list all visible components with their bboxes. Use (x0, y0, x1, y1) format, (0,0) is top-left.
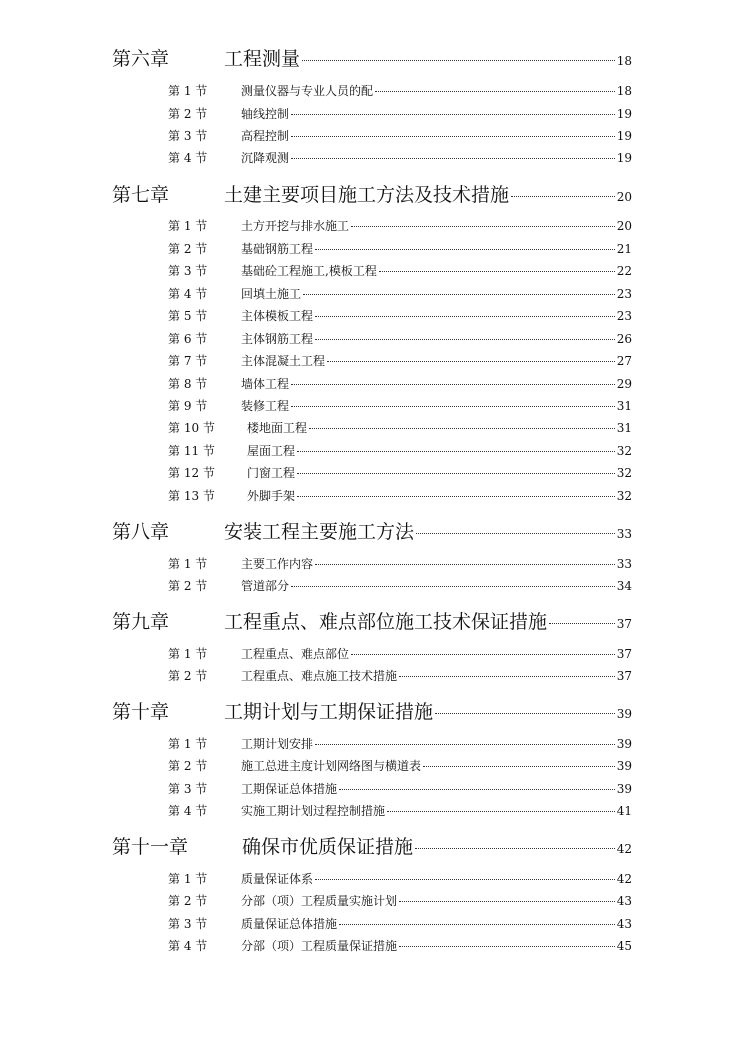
section-title: 土方开挖与排水施工 (241, 219, 350, 233)
dot-leader (315, 249, 615, 250)
section-number: 第 1 节 (168, 737, 208, 751)
section-number: 第 10 节 (168, 421, 215, 435)
dot-leader (351, 654, 615, 655)
section-number: 第 4 节 (168, 151, 208, 165)
page-number: 33 (616, 527, 632, 541)
dot-leader (291, 384, 615, 385)
dot-leader (416, 533, 615, 534)
page-number: 21 (616, 242, 632, 256)
page-number: 43 (616, 894, 632, 908)
page-number: 19 (616, 129, 632, 143)
dot-leader (399, 676, 615, 677)
toc-chapter[interactable] (112, 517, 632, 544)
chapter-title: 工期计划与工期保证措施 (224, 701, 434, 723)
page-number: 39 (616, 737, 632, 751)
toc-section[interactable] (168, 667, 632, 684)
toc-section[interactable] (168, 577, 632, 594)
dot-leader (297, 473, 615, 474)
section-number: 第 9 节 (168, 399, 208, 413)
section-number: 第 8 节 (168, 377, 208, 391)
section-number: 第 6 节 (168, 332, 208, 346)
toc-section[interactable] (168, 352, 632, 369)
section-number: 第 5 节 (168, 309, 208, 323)
section-title: 屋面工程 (247, 444, 296, 458)
toc-section[interactable] (168, 555, 632, 572)
page-number: 32 (616, 444, 632, 458)
page-number: 31 (616, 421, 632, 435)
dot-leader (302, 60, 615, 61)
section-number: 第 12 节 (168, 466, 215, 480)
dot-leader (399, 901, 615, 902)
toc-section[interactable] (168, 82, 632, 99)
toc-section[interactable] (168, 307, 632, 324)
section-title: 工期计划安排 (241, 737, 314, 751)
section-number: 第 1 节 (168, 557, 208, 571)
section-title: 管道部分 (241, 579, 290, 593)
page-number: 39 (616, 782, 632, 796)
page-number: 43 (616, 917, 632, 931)
page-number: 23 (616, 309, 632, 323)
chapter-number: 第九章 (112, 611, 170, 633)
section-title: 测量仪器与专业人员的配 (241, 84, 374, 98)
section-title: 主体钢筋工程 (241, 332, 314, 346)
section-title: 分部（项）工程质量保证措施 (241, 939, 398, 953)
section-number: 第 4 节 (168, 804, 208, 818)
toc-section[interactable] (168, 937, 632, 954)
toc-section[interactable] (168, 240, 632, 257)
page-number: 39 (616, 707, 632, 721)
section-number: 第 4 节 (168, 287, 208, 301)
dot-leader (415, 848, 615, 849)
toc-chapter[interactable] (112, 180, 632, 207)
page-number: 23 (616, 287, 632, 301)
page-number: 27 (616, 354, 632, 368)
chapter-number: 第八章 (112, 521, 170, 543)
section-title: 外脚手架 (247, 489, 296, 503)
toc-section[interactable] (168, 892, 632, 909)
section-title: 主体模板工程 (241, 309, 314, 323)
dot-leader (291, 136, 615, 137)
toc-section[interactable] (168, 487, 632, 504)
section-title: 分部（项）工程质量实施计划 (241, 894, 398, 908)
section-title: 工程重点、难点施工技术措施 (241, 669, 398, 683)
section-title: 基础钢筋工程 (241, 242, 314, 256)
page-number: 31 (616, 399, 632, 413)
toc-section[interactable] (168, 735, 632, 752)
section-number: 第 4 节 (168, 939, 208, 953)
toc-section[interactable] (168, 464, 632, 481)
section-title: 高程控制 (241, 129, 290, 143)
dot-leader (375, 91, 615, 92)
page-number: 33 (616, 557, 632, 571)
section-number: 第 1 节 (168, 872, 208, 886)
dot-leader (297, 451, 615, 452)
section-title: 墙体工程 (241, 377, 290, 391)
dot-leader (315, 744, 615, 745)
section-title: 实施工期计划过程控制措施 (241, 804, 386, 818)
dot-leader (399, 946, 615, 947)
dot-leader (423, 766, 615, 767)
dot-leader (291, 114, 615, 115)
dot-leader (291, 406, 615, 407)
section-number: 第 11 节 (168, 444, 215, 458)
toc-chapter[interactable] (112, 44, 632, 71)
chapter-number: 第十章 (112, 701, 170, 723)
page-number: 37 (616, 617, 632, 631)
toc-chapter[interactable] (112, 697, 632, 724)
dot-leader (291, 158, 615, 159)
toc-section[interactable] (168, 149, 632, 166)
toc-section[interactable] (168, 645, 632, 662)
section-title: 装修工程 (241, 399, 290, 413)
page-number: 20 (616, 219, 632, 233)
dot-leader (339, 789, 615, 790)
page-number: 42 (616, 872, 632, 886)
dot-leader (511, 196, 615, 197)
toc-section[interactable] (168, 802, 632, 819)
page-number: 32 (616, 466, 632, 480)
toc-section[interactable] (168, 757, 632, 774)
toc-section[interactable] (168, 870, 632, 887)
section-number: 第 2 节 (168, 107, 208, 121)
toc-section[interactable] (168, 217, 632, 234)
section-title: 主要工作内容 (241, 557, 314, 571)
section-title: 门窗工程 (247, 466, 296, 480)
chapter-title: 安装工程主要施工方法 (224, 521, 415, 543)
page-number: 37 (616, 647, 632, 661)
toc-section[interactable] (168, 442, 632, 459)
section-number: 第 1 节 (168, 219, 208, 233)
section-title: 轴线控制 (241, 107, 290, 121)
section-number: 第 3 节 (168, 264, 208, 278)
dot-leader (297, 496, 615, 497)
dot-leader (387, 811, 615, 812)
dot-leader (327, 361, 615, 362)
page-number: 19 (616, 107, 632, 121)
page-number: 34 (616, 579, 632, 593)
section-number: 第 1 节 (168, 84, 208, 98)
section-number: 第 2 节 (168, 669, 208, 683)
dot-leader (315, 879, 615, 880)
page-number: 39 (616, 759, 632, 773)
section-title: 施工总进主度计划网络图与横道表 (241, 759, 422, 773)
section-number: 第 13 节 (168, 489, 215, 503)
toc-section[interactable] (168, 262, 632, 279)
dot-leader (315, 316, 615, 317)
dot-leader (315, 339, 615, 340)
page-number: 42 (616, 842, 632, 856)
page-number: 18 (616, 84, 632, 98)
page-number: 32 (616, 489, 632, 503)
section-title: 工期保证总体措施 (241, 782, 338, 796)
dot-leader (303, 294, 615, 295)
section-number: 第 2 节 (168, 894, 208, 908)
toc-chapter[interactable] (112, 832, 632, 859)
page-number: 20 (616, 190, 632, 204)
toc-section[interactable] (168, 419, 632, 436)
dot-leader (351, 226, 615, 227)
section-number: 第 2 节 (168, 759, 208, 773)
toc-section[interactable] (168, 397, 632, 414)
section-title: 工程重点、难点部位 (241, 647, 350, 661)
page-number: 41 (616, 804, 632, 818)
dot-leader (435, 713, 615, 714)
section-number: 第 2 节 (168, 242, 208, 256)
section-title: 质量保证体系 (241, 872, 314, 886)
section-number: 第 7 节 (168, 354, 208, 368)
toc-section[interactable] (168, 105, 632, 122)
toc-section[interactable] (168, 127, 632, 144)
dot-leader (549, 623, 615, 624)
page-number: 18 (616, 54, 632, 68)
chapter-title: 土建主要项目施工方法及技术措施 (224, 184, 510, 206)
chapter-number: 第六章 (112, 48, 170, 70)
page-number: 45 (616, 939, 632, 953)
toc-section[interactable] (168, 915, 632, 932)
section-title: 基础砼工程施工,模板工程 (241, 264, 377, 278)
section-title: 楼地面工程 (247, 421, 308, 435)
page-number: 19 (616, 151, 632, 165)
section-number: 第 1 节 (168, 647, 208, 661)
chapter-title: 工程重点、难点部位施工技术保证措施 (224, 611, 548, 633)
page-number: 29 (616, 377, 632, 391)
page-number: 26 (616, 332, 632, 346)
toc-section[interactable] (168, 375, 632, 392)
dot-leader (309, 428, 615, 429)
section-number: 第 2 节 (168, 579, 208, 593)
section-number: 第 3 节 (168, 917, 208, 931)
chapter-number: 第七章 (112, 184, 170, 206)
toc-chapter[interactable] (112, 607, 632, 634)
dot-leader (379, 271, 615, 272)
section-title: 质量保证总体措施 (241, 917, 338, 931)
section-number: 第 3 节 (168, 782, 208, 796)
section-title: 回填土施工 (241, 287, 302, 301)
dot-leader (315, 564, 615, 565)
chapter-title: 工程测量 (224, 48, 301, 70)
section-title: 主体混凝土工程 (241, 354, 326, 368)
dot-leader (291, 586, 615, 587)
section-title: 沉降观测 (241, 151, 290, 165)
page-number: 37 (616, 669, 632, 683)
dot-leader (339, 924, 615, 925)
section-number: 第 3 节 (168, 129, 208, 143)
chapter-title: 确保市优质保证措施 (242, 836, 414, 858)
chapter-number: 第十一章 (112, 836, 189, 858)
toc-section[interactable] (168, 780, 632, 797)
page-number: 22 (616, 264, 632, 278)
toc-section[interactable] (168, 330, 632, 347)
toc-section[interactable] (168, 285, 632, 302)
